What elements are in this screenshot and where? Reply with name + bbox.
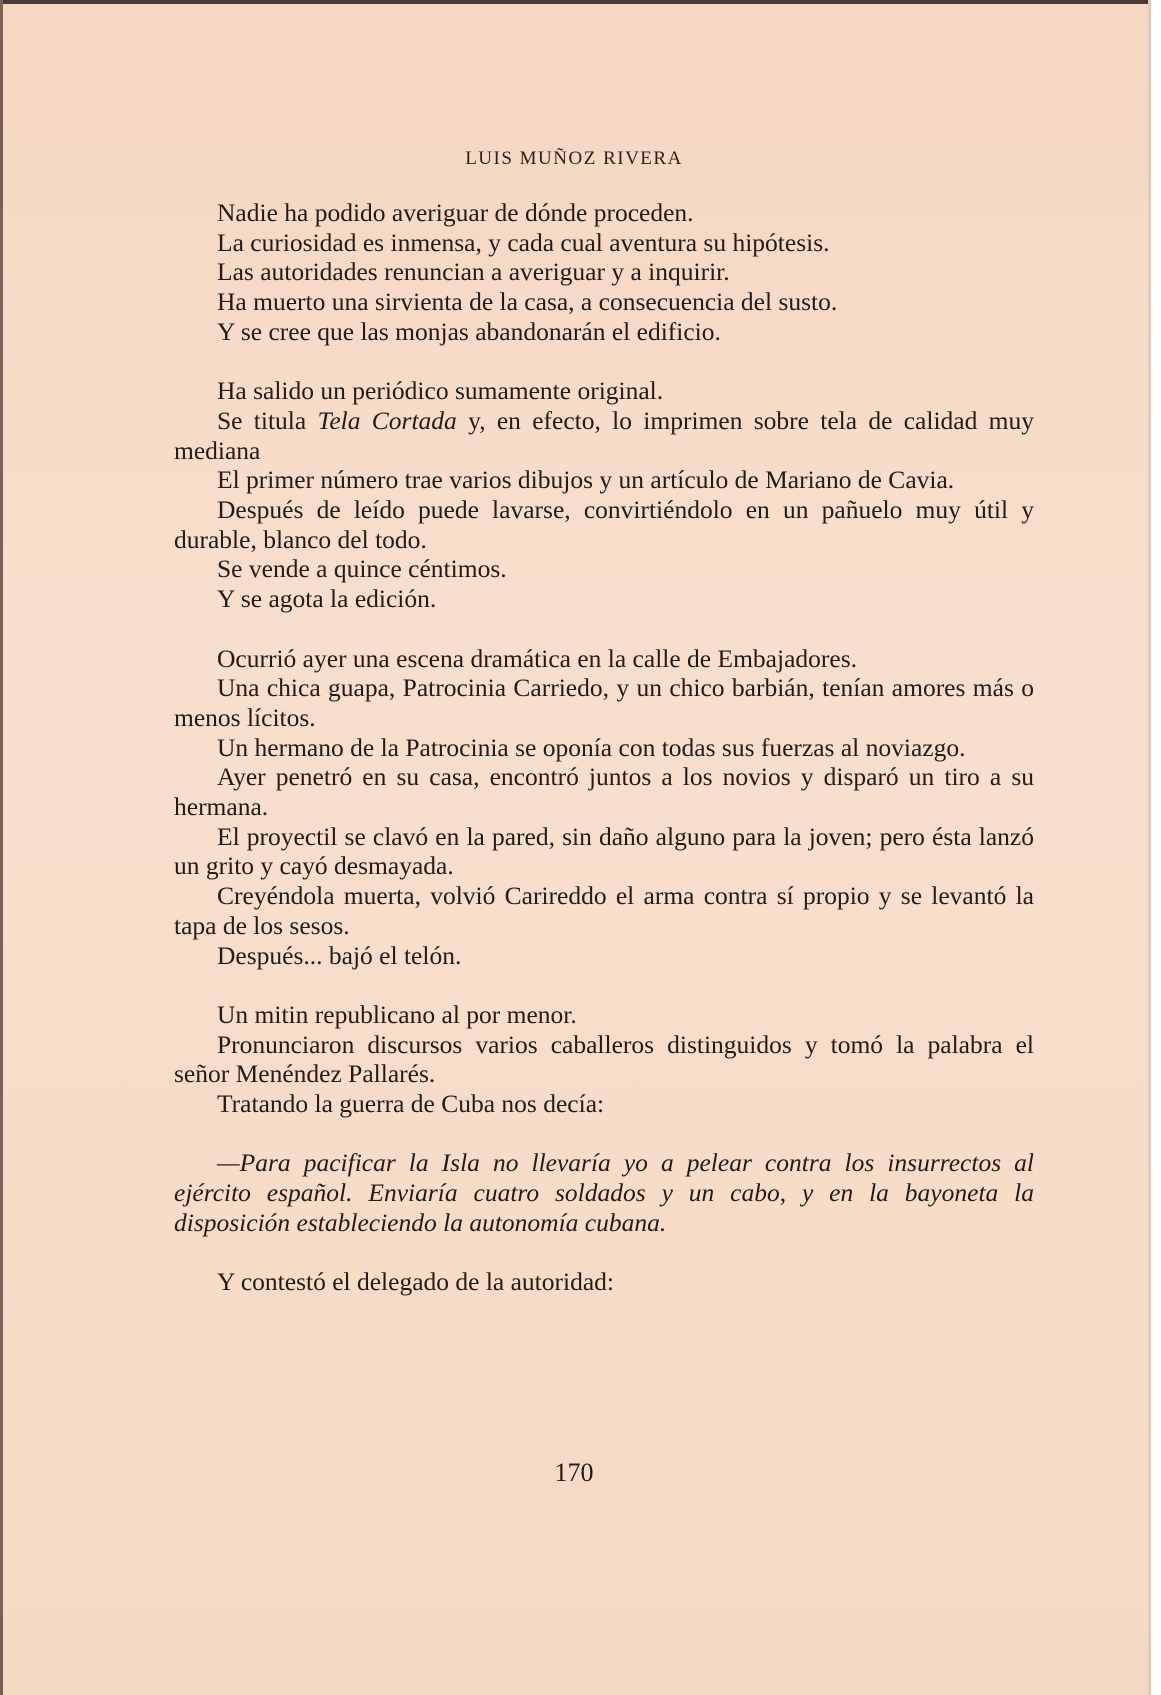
paragraph-text: Se titula xyxy=(217,405,318,435)
paragraph: Y se cree que las monjas abandonarán el edificio. xyxy=(217,316,721,346)
section-gap xyxy=(174,970,1034,1000)
paragraph: Ayer penetró en su casa, encontró juntos a los novios y disparó un tiro a su hermana. xyxy=(174,762,1034,822)
paragraph: Ha salido un periódico sumamente original. xyxy=(217,376,664,406)
paragraph: Ha muerto una sirvienta de la casa, a consecuencia del susto. xyxy=(217,287,838,317)
paragraph: Ocurrió ayer una escena dramática en la calle de Embajadores. xyxy=(217,643,857,673)
closing-paragraph: Y contestó el delegado de la autoridad: xyxy=(217,1267,614,1297)
paragraph: El proyectil se clavó en la pared, sin daño alguno para la joven; pero ésta lanzó un grito y cayó desmayada. xyxy=(174,821,1034,881)
paragraph: Después... bajó el telón. xyxy=(217,940,462,970)
section-3 xyxy=(174,644,1034,971)
section-1 xyxy=(174,198,1034,347)
paragraph: Nadie ha podido averiguar de dónde proceden. xyxy=(217,198,694,227)
running-head: LUIS MUÑOZ RIVERA xyxy=(465,148,683,169)
paragraph: Un mitin republicano al por menor. xyxy=(217,999,577,1029)
paragraph: Creyéndola muerta, volvió Carireddo el arma contra sí propio y se levantó la tapa de los sesos. xyxy=(174,881,1034,940)
paragraph: Las autoridades renuncian a averiguar y a inquirir. xyxy=(217,257,730,287)
quote-paragraph: —Para pacificar la Isla no llevaría yo a pelear contra los insurrectos al ejército español. Enviaría cuatro soldados y un cabo, y en la bayoneta la disposición estableciendo la autonomía cubana. xyxy=(174,1148,1034,1237)
quotation xyxy=(174,1148,1034,1237)
paragraph: Y se agota la edición. xyxy=(217,584,437,614)
section-gap xyxy=(174,614,1034,644)
page-number: 170 xyxy=(554,1458,594,1487)
section-gap xyxy=(174,347,1034,377)
paragraph: La curiosidad es inmensa, y cada cual aventura su hipótesis. xyxy=(217,227,830,257)
page-left-edge xyxy=(0,0,3,1695)
section-2 xyxy=(174,376,1034,614)
paragraph: El primer número trae varios dibujos y un artículo de Mariano de Cavia. xyxy=(217,465,955,495)
paragraph: Después de leído puede lavarse, convirtiéndolo en un pañuelo muy útil y durable, blanco del todo. xyxy=(174,495,1034,554)
newspaper-title: Tela Cortada xyxy=(317,405,457,435)
body-text xyxy=(174,198,1034,1297)
paragraph: Tratando la guerra de Cuba nos decía: xyxy=(217,1089,605,1119)
paragraph: Una chica guapa, Patrocinia Carriedo, y un chico barbián, tenían amores más o menos lícitos. xyxy=(174,673,1034,732)
paragraph-text: y, en efecto, lo imprimen sobre tela de calidad muy mediana xyxy=(174,405,1034,465)
section-gap xyxy=(174,1119,1034,1149)
paragraph: Pronunciaron discursos varios caballeros distinguidos y tomó la palabra el señor Menéndez Pallarés. xyxy=(174,1029,1034,1089)
page-top-edge xyxy=(0,0,1148,4)
section-4 xyxy=(174,1000,1034,1119)
section-gap xyxy=(174,1238,1034,1268)
paragraph: Un hermano de la Patrocinia se oponía con todas sus fuerzas al noviazgo. xyxy=(217,732,966,762)
paragraph: Se vende a quince céntimos. xyxy=(217,554,507,584)
paragraph xyxy=(174,406,1034,465)
